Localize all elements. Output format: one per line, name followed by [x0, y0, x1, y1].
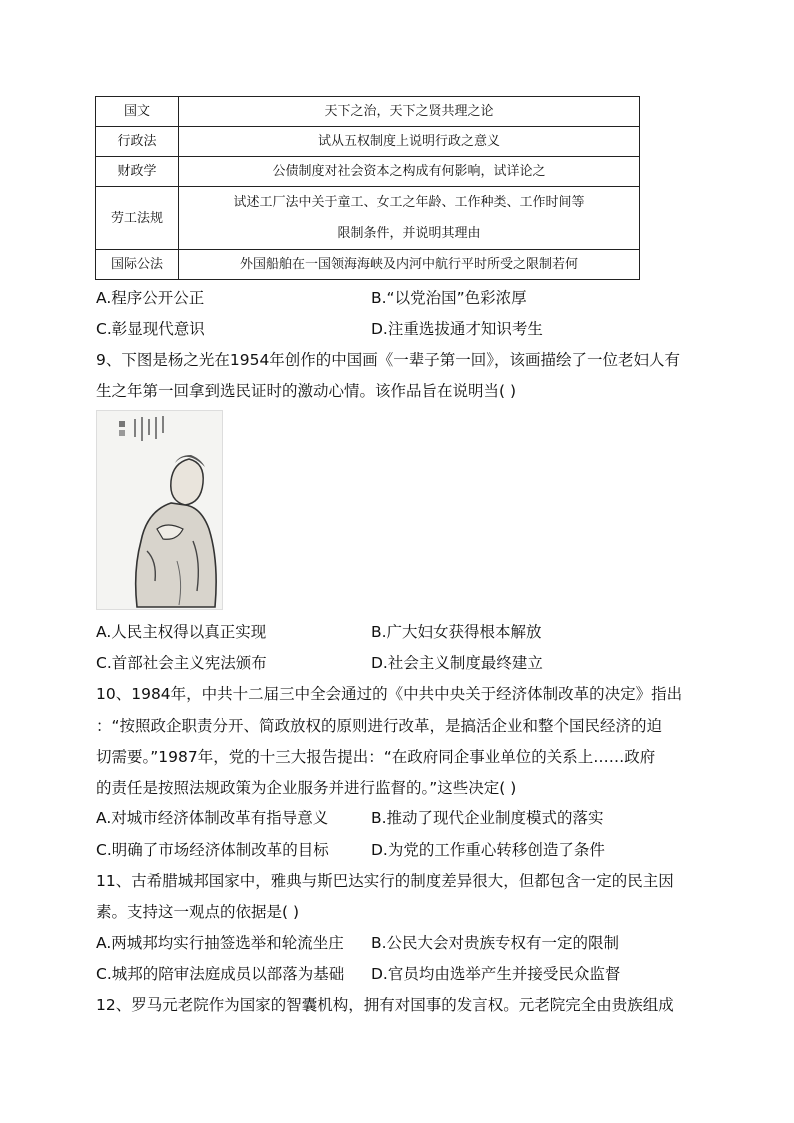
q11-stem-line2: 素。支持这一观点的依据是( )	[96, 903, 300, 921]
table-question-cell: 外国船舶在一国领海海峡及内河中航行平时所受之限制若何	[179, 250, 640, 280]
exam-subjects-table	[95, 96, 640, 280]
table-question-cell	[179, 187, 640, 250]
table-subject-cell: 国际公法	[96, 250, 179, 280]
table-question-cell: 公债制度对社会资本之构成有何影响，试详论之	[179, 157, 640, 187]
q8-option-d: D.注重选拔通才知识考生	[371, 320, 543, 338]
table-subject-cell: 行政法	[96, 127, 179, 157]
q11-option-b: B.公民大会对贵族专权有一定的限制	[371, 934, 620, 952]
q8-option-a: A.程序公开公正	[96, 289, 205, 307]
table-subject-cell: 劳工法规	[96, 187, 179, 250]
q9-option-b: B.广大妇女获得根本解放	[371, 623, 542, 641]
table-subject-cell: 国文	[96, 97, 179, 127]
q10-option-a: A.对城市经济体制改革有指导意义	[96, 809, 329, 827]
q9-option-d: D.社会主义制度最终建立	[371, 654, 543, 672]
q10-option-c: C.明确了市场经济体制改革的目标	[96, 841, 329, 859]
q11-option-d: D.官员均由选举产生并接受民众监督	[371, 965, 621, 983]
q9-option-a: A.人民主权得以真正实现	[96, 623, 267, 641]
q10-option-b: B.推动了现代企业制度模式的落实	[371, 809, 604, 827]
q8-option-c: C.彰显现代意识	[96, 320, 205, 338]
q10-option-d: D.为党的工作重心转移创造了条件	[371, 841, 605, 859]
q10-stem-line2: ：“按照政企职责分开、简政放权的原则进行改革，是搞活企业和整个国民经济的迫	[96, 717, 663, 735]
table-question-cell: 试从五权制度上说明行政之意义	[179, 127, 640, 157]
q10-stem-line1: 10、1984年，中共十二届三中全会通过的《中共中央关于经济体制改革的决定》指出	[96, 685, 683, 703]
table-subject-cell: 财政学	[96, 157, 179, 187]
q10-stem-line3: 切需要。”1987年，党的十三大报告提出：“在政府同企事业单位的关系上……政府	[96, 748, 656, 766]
q8-option-b: B.“以党治国”色彩浓厚	[371, 289, 527, 307]
q10-stem-line4: 的责任是按照法规政策为企业服务并进行监督的。”这些决定( )	[96, 779, 517, 797]
q9-stem-line1: 9、下图是杨之光在1954年创作的中国画《一辈子第一回》，该画描绘了一位老妇人有	[96, 351, 681, 369]
q12-stem-line1: 12、罗马元老院作为国家的智囊机构，拥有对国事的发言权。元老院完全由贵族组成	[96, 996, 674, 1014]
table-question-line: 限制条件，并说明其理由	[337, 226, 481, 241]
q11-option-c: C.城邦的陪审法庭成员以部落为基础	[96, 965, 345, 983]
q9-option-c: C.首部社会主义宪法颁布	[96, 654, 267, 672]
q9-stem-line2: 生之年第一回拿到选民证时的激动心情。该作品旨在说明当( )	[96, 382, 517, 400]
table-question-line: 试述工厂法中关于童工、女工之年龄、工作种类、工作时间等	[233, 195, 585, 210]
old-woman-painting-image	[96, 410, 223, 610]
q11-option-a: A.两城邦均实行抽签选举和轮流坐庄	[96, 934, 344, 952]
q11-stem-line1: 11、古希腊城邦国家中，雅典与斯巴达实行的制度差异很大，但都包含一定的民主因	[96, 872, 674, 890]
table-question-cell: 天下之治，天下之贤共理之论	[179, 97, 640, 127]
